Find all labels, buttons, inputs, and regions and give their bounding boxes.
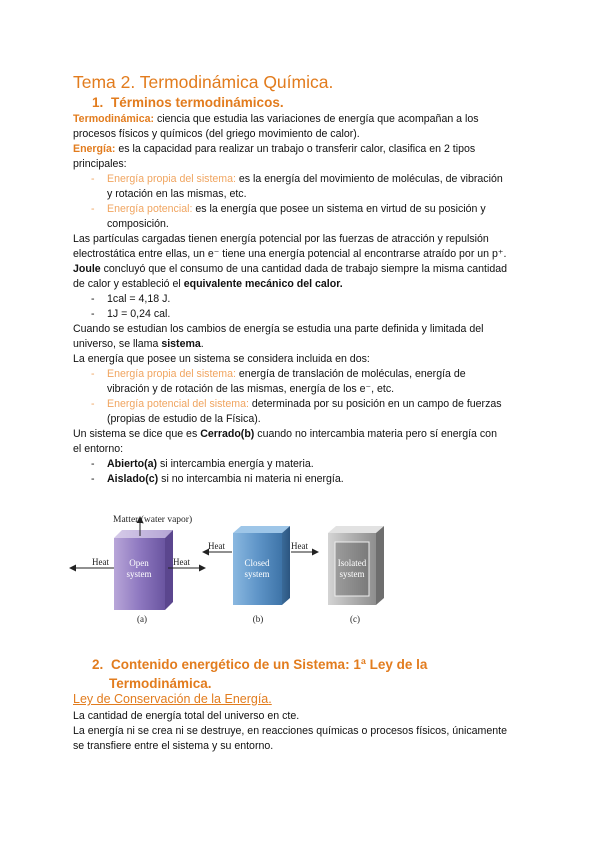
list-item-term: Energía propia del sistema: xyxy=(107,173,236,185)
ley-link-suffix: . xyxy=(268,692,272,706)
list-bullet: - xyxy=(91,173,95,185)
page-title: Tema 2. Termodinámica Química. xyxy=(73,72,334,92)
closed-system-label-2: system xyxy=(244,569,270,579)
caption-a: (a) xyxy=(137,614,147,624)
section-2-title-1: Contenido energético de un Sistema: 1ª Ley de la xyxy=(111,657,428,672)
list-item-term: Energía potencial: xyxy=(107,203,193,215)
heat-label-b-right: Heat xyxy=(291,541,308,551)
open-system-label-2: system xyxy=(126,569,152,579)
termodinamica-text-1: ciencia que estudia las variaciones de energía que acompañan a los xyxy=(154,113,479,125)
list-bullet: - xyxy=(91,203,95,215)
closed-system-label-1: Closed xyxy=(244,558,270,568)
sistema-term: sistema xyxy=(161,338,201,350)
list-item-aislado xyxy=(107,472,344,487)
section-1-title: Términos termodinámicos. xyxy=(111,95,284,110)
closed-system-illustration xyxy=(203,526,318,624)
list-item-term: Energía potencial del sistema: xyxy=(107,398,249,410)
list-item-text-2: composición. xyxy=(107,218,169,230)
list-item-abierto xyxy=(107,457,314,472)
sistema-text-3: La energía que posee un sistema se considera incluida en dos: xyxy=(73,353,370,365)
section-1-number: 1. xyxy=(92,95,104,110)
list-item-joule: 1J = 0,24 cal. xyxy=(107,308,171,320)
list-item-term: Energía propia del sistema: xyxy=(107,368,236,380)
caption-c: (c) xyxy=(350,614,360,624)
list-item-text-2: y rotación en las mismas, etc. xyxy=(107,188,247,200)
sistema-paragraph xyxy=(73,322,533,367)
joule-text-1: concluyó que el consumo de una cantidad dada de trabajo siempre la misma cantidad xyxy=(100,263,508,275)
isolated-system-illustration xyxy=(328,526,384,624)
heat-label-b-left: Heat xyxy=(208,541,225,551)
joule-text-2a: de calor y estableció el xyxy=(73,278,184,290)
list-item-text-2: (propias de estudio de la Física). xyxy=(107,413,261,425)
section-2-heading xyxy=(92,655,427,693)
list-item-text-1: es la energía que posee un sistema en virtud de su posición y xyxy=(192,203,486,215)
section-1-heading xyxy=(92,95,284,110)
joule-text-2b: equivalente mecánico del calor. xyxy=(183,278,343,290)
list-item-text-1: es la energía del movimiento de moléculas, de vibración xyxy=(235,173,503,185)
cerrado-term: Cerrado(b) xyxy=(200,428,255,440)
list-bullet: - xyxy=(91,458,95,470)
ley-text-3: se transfiere entre el sistema y su entorno. xyxy=(73,740,274,752)
ley-conservacion-link[interactable] xyxy=(73,692,272,706)
particulas-text-2: electrostática entre ellas, un e⁻ tiene una energía potencial al encontrarse atraído por un p⁺. xyxy=(73,248,507,260)
termodinamica-text-2: procesos físicos y químicos (del griego movimiento de calor). xyxy=(73,128,360,140)
list-item-cal: 1cal = 4,18 J. xyxy=(107,293,171,305)
energia-paragraph xyxy=(73,142,533,172)
list-bullet: - xyxy=(91,293,95,305)
termodinamica-term: Termodinámica: xyxy=(73,113,155,125)
aislado-text: si no intercambia ni materia ni energía. xyxy=(158,473,344,485)
list-item-energia-propia xyxy=(107,172,537,202)
list-item-text-2: vibración y de rotación de las mismas, energía de los e⁻, etc. xyxy=(107,383,395,395)
heat-label-right: Heat xyxy=(173,557,190,567)
ley-link-text[interactable]: Ley de Conservación de la Energía xyxy=(73,692,269,706)
energia-text-1: es la capacidad para realizar un trabajo o transferir calor, clasifica en 2 tipos xyxy=(115,143,476,155)
abierto-term: Abierto(a) xyxy=(107,458,158,470)
cerrado-paragraph xyxy=(73,427,533,457)
abierto-text: si intercambia energía y materia. xyxy=(157,458,314,470)
cerrado-text-1a: Un sistema se dice que es xyxy=(73,428,201,440)
sistema-text-1: Cuando se estudian los cambios de energía se estudia una parte definida y limitada del xyxy=(73,323,484,335)
heat-label-left: Heat xyxy=(92,557,109,567)
cerrado-text-2: el entorno: xyxy=(73,443,124,455)
systems-figure xyxy=(0,500,600,635)
open-system-label-1: Open xyxy=(129,558,149,568)
section-2-title-2: Termodinámica. xyxy=(109,676,212,691)
list-item-energia-potencial xyxy=(107,202,537,232)
list-item-energia-potencial-sistema xyxy=(107,397,537,427)
joule-paragraph xyxy=(73,262,533,292)
isolated-system-label-2: system xyxy=(339,569,365,579)
aislado-term: Aislado(c) xyxy=(107,473,159,485)
particulas-paragraph xyxy=(73,232,533,262)
sistema-text-2c: . xyxy=(200,338,204,350)
isolated-system-label-1: Isolated xyxy=(337,558,367,568)
joule-term: Joule xyxy=(73,263,101,275)
energia-text-2: principales: xyxy=(73,158,127,170)
section-2-number: 2. xyxy=(92,657,104,672)
list-item-text-1: determinada por su posición en un campo de fuerzas xyxy=(248,398,502,410)
list-item-energia-propia-sistema xyxy=(107,367,537,397)
list-item-text-1: energía de translación de moléculas, energía de xyxy=(235,368,466,380)
ley-paragraph xyxy=(73,709,533,754)
open-system-illustration xyxy=(70,514,205,624)
termodinamica-paragraph xyxy=(73,112,533,142)
ley-text-1: La cantidad de energía total del universo en cte. xyxy=(73,710,300,722)
list-bullet: - xyxy=(91,473,95,485)
cerrado-text-1c: cuando no intercambia materia pero sí energía con xyxy=(254,428,497,440)
caption-b: (b) xyxy=(252,614,264,624)
ley-text-2: La energía ni se crea ni se destruye, en reacciones químicas o procesos físicos, únicamente xyxy=(73,725,507,737)
sistema-text-2a: universo, se llama xyxy=(73,338,162,350)
energia-term: Energía: xyxy=(73,143,116,155)
list-bullet: - xyxy=(91,308,95,320)
particulas-text-1: Las partículas cargadas tienen energía potencial por las fuerzas de atracción y repulsión xyxy=(73,233,489,245)
list-bullet: - xyxy=(91,368,95,380)
matter-label: Matter (water vapor) xyxy=(113,515,193,525)
list-bullet: - xyxy=(91,398,95,410)
